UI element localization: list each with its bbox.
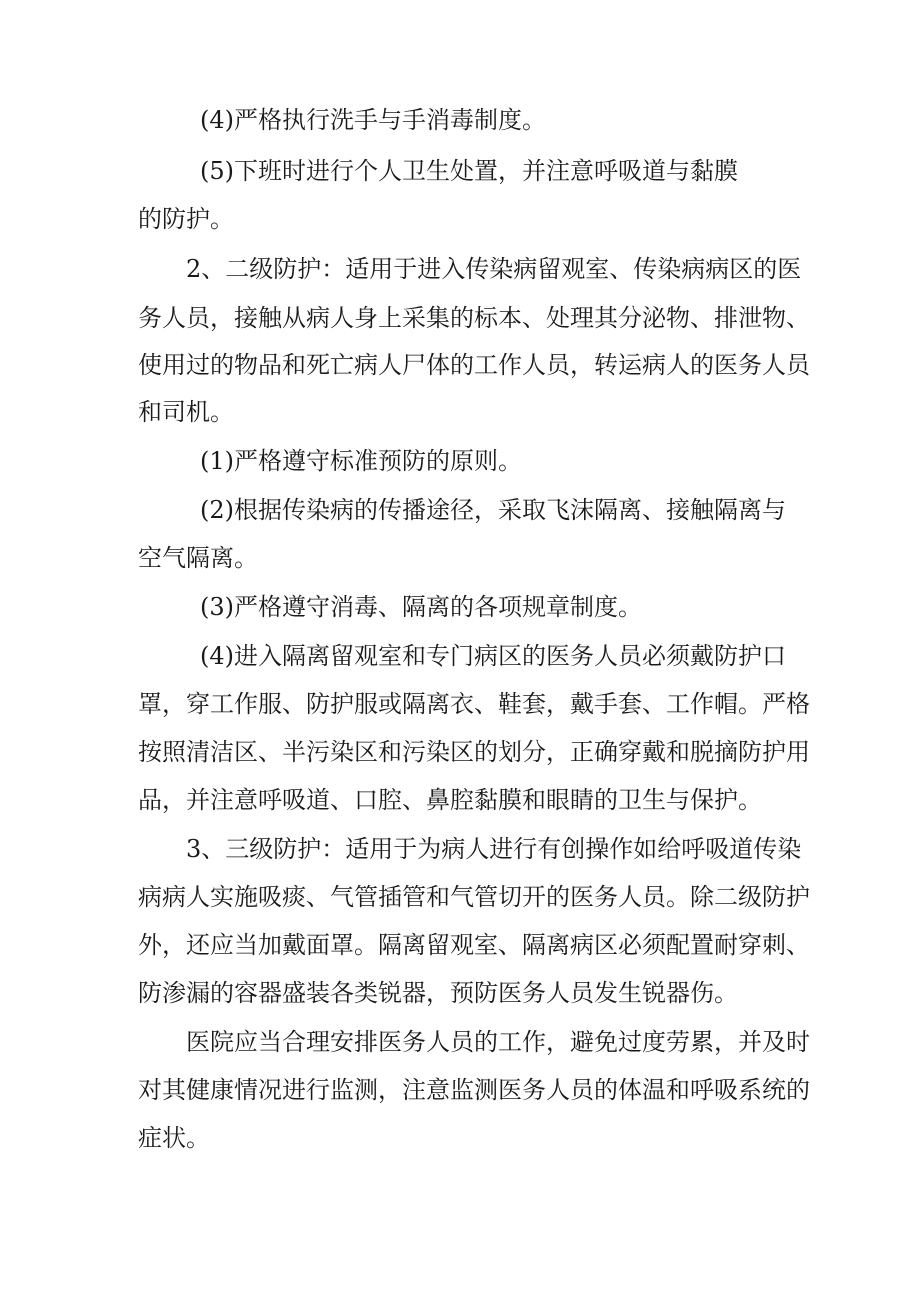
text-line: 病病人实施吸痰、气管插管和气管切开的医务人员。除二级防护 [138, 883, 810, 911]
text-line: 的防护。 [138, 205, 234, 233]
text-line: 品，并注意呼吸道、口腔、鼻腔黏膜和眼睛的卫生与保护。 [138, 786, 762, 814]
text-line: 和司机。 [138, 398, 234, 426]
text-line: 按照清洁区、半污染区和污染区的划分，正确穿戴和脱摘防护用 [138, 738, 810, 766]
text-line: 2、二级防护：适用于进入传染病留观室、传染病病区的医 [186, 255, 802, 283]
text-line: 医院应当合理安排医务人员的工作，避免过度劳累，并及时 [186, 1028, 810, 1056]
text-line: 对其健康情况进行监测，注意监测医务人员的体温和呼吸系统的 [138, 1076, 810, 1104]
text-line: 症状。 [138, 1124, 210, 1152]
text-line: (3)严格遵守消毒、隔离的各项规章制度。 [200, 593, 642, 621]
text-line: 使用过的物品和死亡病人尸体的工作人员，转运病人的医务人员 [138, 351, 810, 379]
text-line: 防渗漏的容器盛装各类锐器，预防医务人员发生锐器伤。 [138, 979, 738, 1007]
text-line: 空气隔离。 [138, 544, 258, 572]
text-line: 罩，穿工作服、防护服或隔离衣、鞋套，戴手套、工作帽。严格 [138, 690, 810, 718]
text-line: 3、三级防护：适用于为病人进行有创操作如给呼吸道传染 [186, 835, 802, 863]
text-line: 外，还应当加戴面罩。隔离留观室、隔离病区必须配置耐穿刺、 [138, 931, 810, 959]
text-line: (5)下班时进行个人卫生处置，并注意呼吸道与黏膜 [200, 157, 738, 185]
text-line: (4)严格执行洗手与手消毒制度。 [200, 106, 546, 134]
text-line: (2)根据传染病的传播途径，采取飞沫隔离、接触隔离与 [200, 496, 786, 524]
text-line: 务人员，接触从病人身上采集的标本、处理其分泌物、排泄物、 [138, 304, 810, 332]
text-line: (4)进入隔离留观室和专门病区的医务人员必须戴防护口 [200, 642, 786, 670]
text-line: (1)严格遵守标准预防的原则。 [200, 447, 522, 475]
